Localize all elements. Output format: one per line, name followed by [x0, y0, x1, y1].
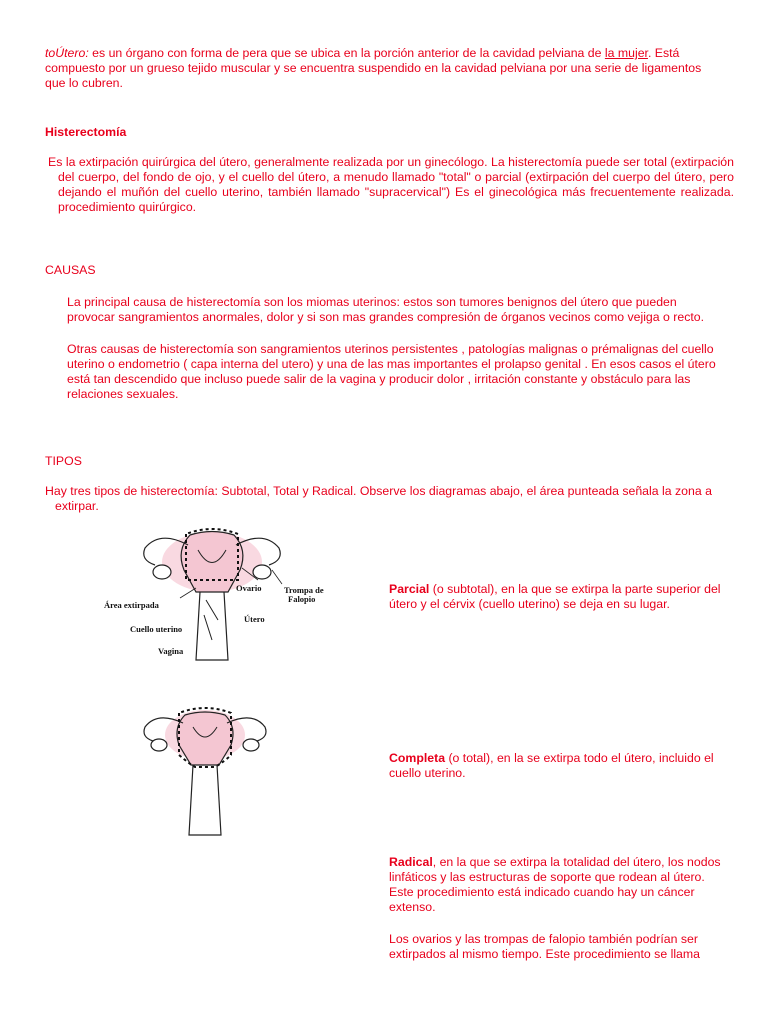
label-area: Área extirpada — [104, 600, 159, 610]
intro-text-a: es un órgano con forma de pera que se ubica en la porción anterior de la cavidad pelviana de — [88, 46, 605, 60]
intro-text-b: . Está compuesto por un grueso tejido muscular y se encuentra suspendido en la cavidad pelviana por una serie de ligamentos que lo cubren. — [45, 46, 702, 90]
uterus-diagram-completa — [135, 705, 275, 840]
causas-heading: CAUSAS — [45, 263, 96, 277]
ovary-left — [153, 565, 171, 579]
parcial-paragraph — [389, 582, 729, 612]
causas-paragraph-1: La principal causa de histerectomía son los miomas uterinos: estos son tumores benignos del útero que pueden provocar sangramientos anormales, dolor y si son mas grandes compresión de órganos vecinos como vejiga o recto. — [67, 295, 705, 324]
completa-text: (o total), en la se extirpa todo el útero, incluido el cuello uterino. — [389, 751, 714, 780]
label-vagina: Vagina — [158, 646, 184, 656]
label-trompa-1: Trompa de — [284, 585, 324, 595]
vagina-shape — [196, 592, 228, 660]
completa-paragraph — [389, 751, 729, 781]
histerectomia-heading: Histerectomía — [45, 125, 127, 139]
completa-term: Completa — [389, 751, 446, 765]
parcial-term: Parcial — [389, 582, 430, 596]
radical-text: , en la que se extirpa la totalidad del útero, los nodos linfáticos y las estructuras de soporte que rodean al útero. Este procedimiento está indicado cuando hay un cáncer extenso. — [389, 855, 721, 914]
intro-term: toÚtero: — [45, 46, 89, 60]
label-utero: Útero — [244, 614, 265, 624]
ovary-left — [151, 739, 167, 751]
ovary-right — [243, 739, 259, 751]
intro-paragraph — [45, 46, 725, 91]
radical-term: Radical — [389, 855, 433, 869]
tipos-heading: TIPOS — [45, 454, 82, 468]
la-mujer-link[interactable]: la mujer — [604, 46, 648, 60]
uterus-diagram-parcial — [100, 520, 330, 670]
parcial-text: (o subtotal), en la que se extirpa la parte superior del útero y el cérvix (cuello uterino) se deja en su lugar. — [389, 582, 721, 611]
tipos-intro: Hay tres tipos de histerectomía: Subtotal, Total y Radical. Observe los diagramas abajo, el área punteada señala la zona a extirpar. — [45, 484, 712, 513]
radical-paragraph — [389, 855, 729, 915]
uterus-shape — [177, 712, 233, 765]
ovarios-paragraph: Los ovarios y las trompas de falopio también podrían ser extirpados al mismo tiempo. Este procedimiento se llama — [389, 932, 700, 961]
vagina-shape — [189, 765, 221, 835]
ovary-right — [253, 565, 271, 579]
label-trompa-2: Falopio — [288, 594, 316, 604]
causas-paragraph-2: Otras causas de histerectomía son sangramientos uterinos persistentes , patologías malignas o prémalignas del cuello uterino o endometrio ( capa interna del utero) y una de las mas importantes el prolapso genital . En esos casos el útero está tan descendido que incluso puede salir de la vagina y producir dolor , irritación constante y obstáculo para las relaciones sexuales. — [67, 342, 716, 401]
label-cuello: Cuello uterino — [130, 624, 183, 634]
histerectomia-paragraph: Es la extirpación quirúrgica del útero, generalmente realizada por un ginecólogo. La histerectomía puede ser total (extirpación del cuerpo, del fondo de ojo, y el cuello del útero, a menudo llamado "total" o parcial (extirpación del cuerpo del útero, pero dejando el muñón del cuello uterino, también llamado "supracervical") Es el ginecológica más frecuentemente realizada. procedimiento quirúrgico. — [48, 155, 734, 214]
label-ovario: Ovario — [236, 583, 262, 593]
